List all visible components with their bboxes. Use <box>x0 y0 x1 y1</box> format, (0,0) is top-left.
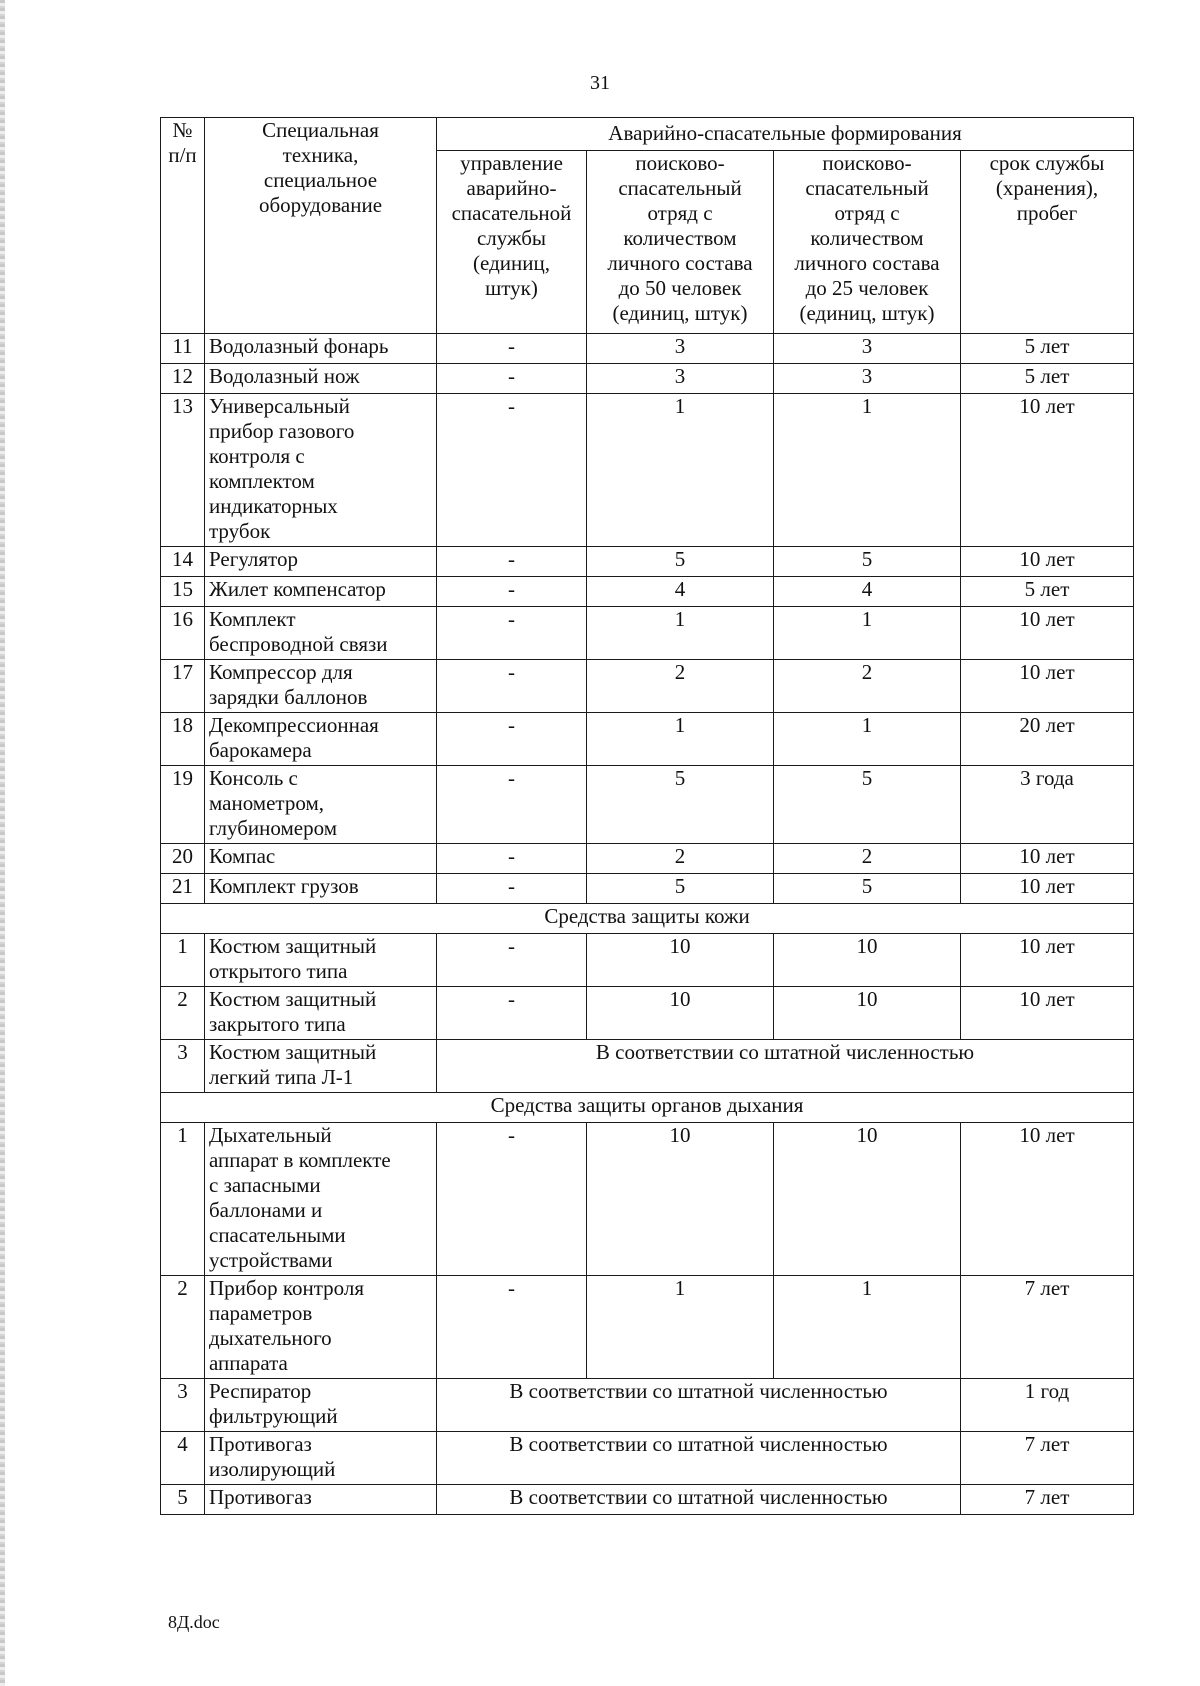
row-number: 1 <box>161 1123 205 1276</box>
cell-squad-50-qty: 10 <box>587 1123 774 1276</box>
cell-squad-50-qty: 2 <box>587 660 774 713</box>
cell-service-term: 10 лет <box>961 394 1134 547</box>
section-heading: Средства защиты органов дыхания <box>161 1093 1134 1123</box>
cell-service-term: 3 года <box>961 766 1134 844</box>
cell-squad-25-qty: 5 <box>774 874 961 904</box>
table-row <box>161 394 1134 547</box>
cell-squad-50-qty: 1 <box>587 1276 774 1379</box>
header-col-squad-25: поисково- спасательный отряд с количеством личного состава до 25 человек (единиц, штук) <box>774 151 961 334</box>
cell-service-term: 5 лет <box>961 577 1134 607</box>
cell-squad-25-qty: 2 <box>774 660 961 713</box>
cell-squad-25-qty: 3 <box>774 334 961 364</box>
table-row <box>161 1093 1134 1123</box>
row-number: 13 <box>161 394 205 547</box>
cell-service-term: 7 лет <box>961 1432 1134 1485</box>
cell-service-term: 5 лет <box>961 364 1134 394</box>
cell-service-term: 10 лет <box>961 844 1134 874</box>
table-row <box>161 1040 1134 1093</box>
table-row <box>161 364 1134 394</box>
row-item-name: Противогаз изолирующий <box>205 1432 437 1485</box>
row-number: 12 <box>161 364 205 394</box>
cell-squad-25-qty: 1 <box>774 713 961 766</box>
cell-management-qty: - <box>437 547 587 577</box>
cell-management-qty: - <box>437 1276 587 1379</box>
cell-management-qty: - <box>437 607 587 660</box>
row-number: 4 <box>161 1432 205 1485</box>
cell-management-qty: - <box>437 334 587 364</box>
cell-service-term: 7 лет <box>961 1485 1134 1515</box>
equipment-table <box>160 117 1134 1515</box>
cell-squad-25-qty: 1 <box>774 394 961 547</box>
row-number: 5 <box>161 1485 205 1515</box>
cell-squad-50-qty: 3 <box>587 364 774 394</box>
table-row <box>161 1276 1134 1379</box>
table-row <box>161 987 1134 1040</box>
row-number: 20 <box>161 844 205 874</box>
cell-service-term: 10 лет <box>961 547 1134 577</box>
table-row <box>161 874 1134 904</box>
row-number: 18 <box>161 713 205 766</box>
cell-squad-25-qty: 3 <box>774 364 961 394</box>
cell-management-qty: - <box>437 1123 587 1276</box>
cell-service-term: 10 лет <box>961 987 1134 1040</box>
cell-merged-note: В соответствии со штатной численностью <box>437 1379 961 1432</box>
cell-management-qty: - <box>437 394 587 547</box>
header-col-squad-50: поисково- спасательный отряд с количеством личного состава до 50 человек (единиц, штук) <box>587 151 774 334</box>
cell-squad-25-qty: 10 <box>774 987 961 1040</box>
cell-merged-note: В соответствии со штатной численностью <box>437 1432 961 1485</box>
row-number: 17 <box>161 660 205 713</box>
table-row <box>161 547 1134 577</box>
cell-service-term: 10 лет <box>961 1123 1134 1276</box>
row-number: 16 <box>161 607 205 660</box>
row-number: 21 <box>161 874 205 904</box>
cell-squad-50-qty: 5 <box>587 766 774 844</box>
table-row <box>161 934 1134 987</box>
row-number: 14 <box>161 547 205 577</box>
cell-service-term: 20 лет <box>961 713 1134 766</box>
row-item-name: Регулятор <box>205 547 437 577</box>
cell-squad-50-qty: 10 <box>587 934 774 987</box>
cell-squad-50-qty: 10 <box>587 987 774 1040</box>
cell-service-term: 1 год <box>961 1379 1134 1432</box>
cell-service-term: 10 лет <box>961 874 1134 904</box>
table-row <box>161 660 1134 713</box>
table-body <box>161 334 1134 1515</box>
cell-squad-25-qty: 2 <box>774 844 961 874</box>
table-row <box>161 844 1134 874</box>
row-number: 19 <box>161 766 205 844</box>
header-num: № п/п <box>161 118 205 334</box>
row-number: 15 <box>161 577 205 607</box>
row-item-name: Костюм защитный закрытого типа <box>205 987 437 1040</box>
row-number: 2 <box>161 987 205 1040</box>
cell-squad-50-qty: 1 <box>587 394 774 547</box>
table-row <box>161 1432 1134 1485</box>
row-item-name: Противогаз <box>205 1485 437 1515</box>
table-row <box>161 334 1134 364</box>
cell-management-qty: - <box>437 577 587 607</box>
table-row <box>161 766 1134 844</box>
cell-squad-50-qty: 3 <box>587 334 774 364</box>
row-item-name: Прибор контроля параметров дыхательного аппарата <box>205 1276 437 1379</box>
cell-service-term: 10 лет <box>961 607 1134 660</box>
table-row <box>161 1123 1134 1276</box>
cell-management-qty: - <box>437 874 587 904</box>
cell-squad-50-qty: 5 <box>587 874 774 904</box>
cell-service-term: 7 лет <box>961 1276 1134 1379</box>
cell-squad-25-qty: 10 <box>774 1123 961 1276</box>
row-item-name: Жилет компенсатор <box>205 577 437 607</box>
cell-squad-25-qty: 10 <box>774 934 961 987</box>
row-number: 11 <box>161 334 205 364</box>
cell-squad-25-qty: 1 <box>774 607 961 660</box>
row-item-name: Компрессор для зарядки баллонов <box>205 660 437 713</box>
row-item-name: Универсальный прибор газового контроля с комплектом индикаторных трубок <box>205 394 437 547</box>
cell-management-qty: - <box>437 766 587 844</box>
row-item-name: Консоль с манометром, глубиномером <box>205 766 437 844</box>
cell-service-term: 10 лет <box>961 660 1134 713</box>
cell-squad-50-qty: 4 <box>587 577 774 607</box>
cell-management-qty: - <box>437 934 587 987</box>
row-item-name: Костюм защитный открытого типа <box>205 934 437 987</box>
row-item-name: Комплект беспроводной связи <box>205 607 437 660</box>
header-col-management: управление аварийно- спасательной службы (единиц, штук) <box>437 151 587 334</box>
cell-squad-50-qty: 2 <box>587 844 774 874</box>
cell-management-qty: - <box>437 364 587 394</box>
row-item-name: Дыхательный аппарат в комплекте с запасными баллонами и спасательными устройствами <box>205 1123 437 1276</box>
table-row <box>161 1379 1134 1432</box>
page-number: 31 <box>590 72 610 94</box>
footer-filename: 8Д.doc <box>168 1612 220 1632</box>
row-number: 1 <box>161 934 205 987</box>
row-item-name: Комплект грузов <box>205 874 437 904</box>
cell-management-qty: - <box>437 713 587 766</box>
row-item-name: Декомпрессионная барокамера <box>205 713 437 766</box>
table-row <box>161 713 1134 766</box>
row-item-name: Компас <box>205 844 437 874</box>
table-row <box>161 577 1134 607</box>
cell-merged-note: В соответствии со штатной численностью <box>437 1040 1134 1093</box>
cell-squad-25-qty: 1 <box>774 1276 961 1379</box>
cell-management-qty: - <box>437 987 587 1040</box>
row-number: 3 <box>161 1040 205 1093</box>
header-group: Аварийно-спасательные формирования <box>437 118 1134 151</box>
row-item-name: Респиратор фильтрующий <box>205 1379 437 1432</box>
cell-squad-50-qty: 1 <box>587 607 774 660</box>
cell-squad-25-qty: 5 <box>774 547 961 577</box>
scan-edge <box>0 0 5 1686</box>
header-row-top <box>161 118 1134 151</box>
cell-management-qty: - <box>437 844 587 874</box>
cell-squad-50-qty: 5 <box>587 547 774 577</box>
cell-squad-25-qty: 5 <box>774 766 961 844</box>
row-number: 3 <box>161 1379 205 1432</box>
table-row <box>161 607 1134 660</box>
row-item-name: Костюм защитный легкий типа Л-1 <box>205 1040 437 1093</box>
cell-squad-25-qty: 4 <box>774 577 961 607</box>
cell-merged-note: В соответствии со штатной численностью <box>437 1485 961 1515</box>
cell-management-qty: - <box>437 660 587 713</box>
cell-squad-50-qty: 1 <box>587 713 774 766</box>
row-item-name: Водолазный фонарь <box>205 334 437 364</box>
row-number: 2 <box>161 1276 205 1379</box>
table-row <box>161 1485 1134 1515</box>
cell-service-term: 10 лет <box>961 934 1134 987</box>
header-col-term: срок службы (хранения), пробег <box>961 151 1134 334</box>
row-item-name: Водолазный нож <box>205 364 437 394</box>
cell-service-term: 5 лет <box>961 334 1134 364</box>
table-row <box>161 904 1134 934</box>
section-heading: Средства защиты кожи <box>161 904 1134 934</box>
header-equipment: Специальная техника, специальное оборудование <box>205 118 437 334</box>
